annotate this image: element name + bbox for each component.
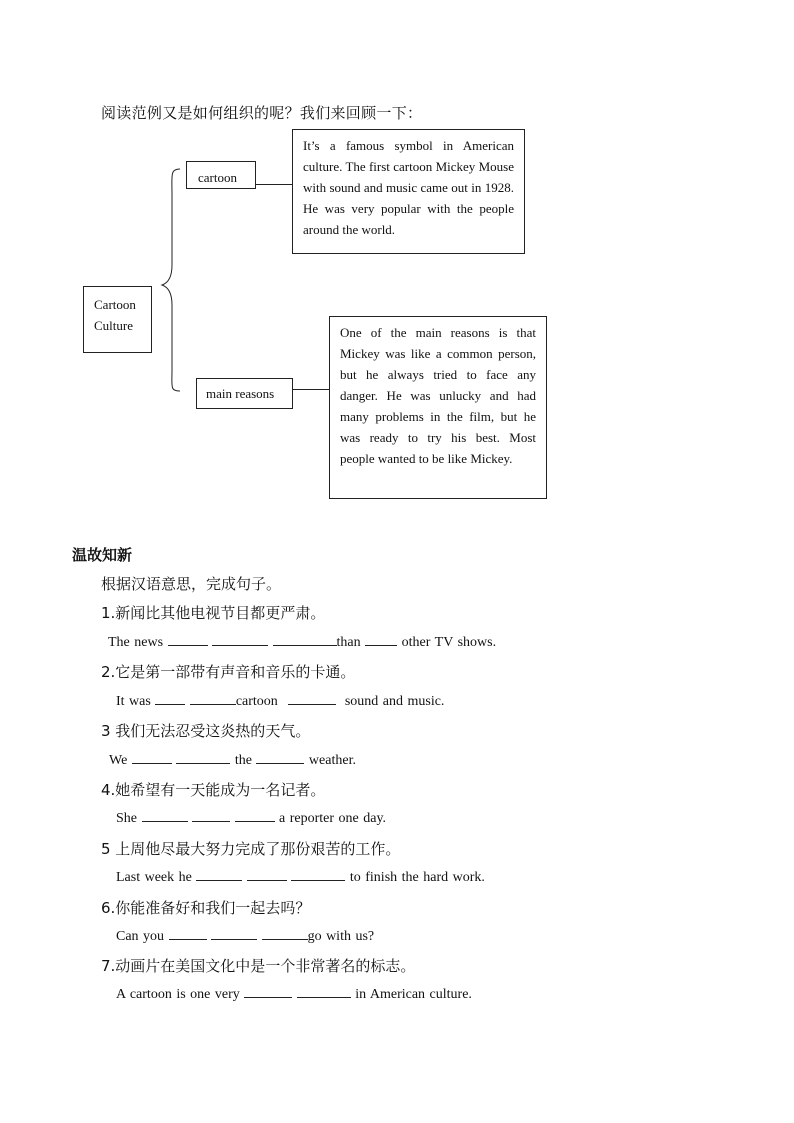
detail-text-cartoon: It’s a famous symbol in American culture. The first cartoon Mickey Mouse with sound and music came out in 1928. He was very popular with the people around the world. — [303, 138, 514, 237]
answer-line-7 — [116, 985, 472, 1003]
q3-text-1: We — [109, 753, 128, 768]
blank-2c[interactable] — [288, 692, 336, 705]
blank-5c[interactable] — [291, 868, 345, 881]
blank-7a[interactable] — [244, 985, 292, 998]
q2-text-1: It was — [116, 694, 151, 709]
blank-4b[interactable] — [192, 809, 230, 822]
question-6-cn: 6.你能准备好和我们一起去吗？ — [101, 899, 311, 917]
blank-4a[interactable] — [142, 809, 188, 822]
question-5-cn: 5 上周他尽最大努力完成了那份艰苦的工作。 — [101, 840, 401, 858]
blank-1b[interactable] — [212, 633, 268, 646]
q3-text-3: weather. — [308, 753, 356, 768]
blank-5b[interactable] — [247, 868, 287, 881]
blank-1a[interactable] — [168, 633, 208, 646]
question-3-cn: 3 我们无法忍受这炎热的天气。 — [101, 722, 311, 740]
question-1-cn: 1.新闻比其他电视节目都更严肃。 — [101, 604, 326, 622]
blank-2b[interactable] — [190, 692, 236, 705]
q3-text-2: the — [234, 753, 252, 768]
detail-text-main-reasons: One of the main reasons is that Mickey was like a common person, but he always tried to face any danger. He was unlucky and had many problems in the film, but he was ready to try his best. Most people wanted to be like Mickey. — [340, 325, 536, 466]
answer-line-4 — [116, 809, 386, 827]
q7-text-1: A cartoon is one very — [116, 987, 240, 1002]
root-label-line2: Culture — [94, 318, 133, 333]
question-4-cn: 4.她希望有一天能成为一名记者。 — [101, 781, 326, 799]
q6-text-2: go with us? — [307, 929, 375, 944]
q1-text-3: other TV shows. — [401, 635, 497, 650]
blank-3c[interactable] — [256, 751, 304, 764]
branch-main-reasons-node — [196, 378, 293, 409]
intro-text: 阅读范例又是如何组织的呢？我们来回顾一下： — [101, 104, 423, 122]
answer-line-6 — [116, 927, 374, 945]
detail-box-main-reasons — [329, 316, 547, 499]
q7-text-2: in American culture. — [355, 987, 472, 1002]
blank-1c[interactable] — [273, 633, 337, 646]
question-7-cn: 7.动画片在美国文化中是一个非常著名的标志。 — [101, 957, 416, 975]
section-heading: 温故知新 — [72, 546, 133, 564]
branch-main-reasons-label: main reasons — [206, 386, 275, 401]
answer-line-2 — [116, 692, 444, 710]
q5-text-1: Last week he — [116, 870, 192, 885]
brace-connector — [150, 165, 190, 395]
blank-1d[interactable] — [365, 633, 397, 646]
blank-3b[interactable] — [176, 751, 230, 764]
blank-2a[interactable] — [155, 692, 185, 705]
question-2-cn: 2.它是第一部带有声音和音乐的卡通。 — [101, 663, 356, 681]
connector-line-2 — [293, 389, 330, 390]
root-node — [83, 286, 152, 353]
blank-5a[interactable] — [196, 868, 242, 881]
blank-6a[interactable] — [169, 927, 207, 940]
blank-6b[interactable] — [211, 927, 257, 940]
q1-text-1: The news — [108, 635, 164, 650]
answer-line-5 — [116, 868, 485, 886]
q5-text-2: to finish the hard work. — [349, 870, 485, 885]
q2-text-2: cartoon — [235, 694, 278, 709]
q6-text-1: Can you — [116, 929, 165, 944]
q4-text-1: She — [116, 811, 137, 826]
blank-4c[interactable] — [235, 809, 275, 822]
answer-line-3 — [109, 751, 356, 769]
blank-3a[interactable] — [132, 751, 172, 764]
q2-text-3: sound and music. — [344, 694, 445, 709]
branch-cartoon-label: cartoon — [198, 170, 237, 185]
blank-6c[interactable] — [262, 927, 308, 940]
answer-line-1 — [108, 633, 496, 651]
branch-cartoon-node — [186, 161, 256, 189]
blank-7b[interactable] — [297, 985, 351, 998]
detail-box-cartoon — [292, 129, 525, 254]
connector-line-1 — [256, 184, 293, 185]
q1-text-2: than — [336, 635, 361, 650]
root-label-line1: Cartoon — [94, 297, 136, 312]
instruction: 根据汉语意思，完成句子。 — [101, 575, 282, 593]
q4-text-2: a reporter one day. — [279, 811, 387, 826]
